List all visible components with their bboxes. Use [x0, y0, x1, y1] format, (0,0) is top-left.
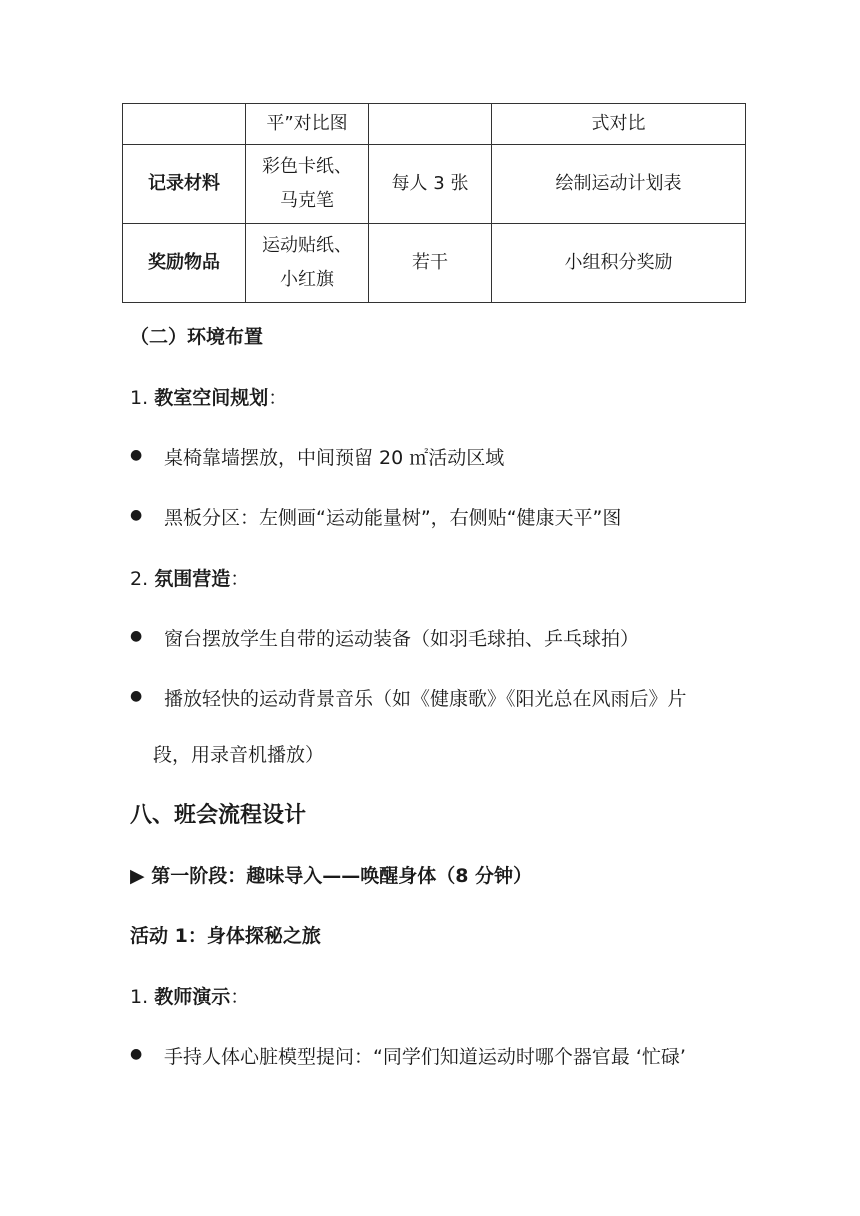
table-cell-item — [246, 145, 369, 224]
item-label: 教室空间规划 — [154, 387, 269, 409]
item-colon: ： — [230, 986, 250, 1008]
bullet-icon: ● — [130, 447, 143, 463]
activity-heading: 活动 1：身体探秘之旅 — [130, 925, 321, 947]
table-cell-use: 式对比 — [492, 104, 746, 145]
numbered-item-teacher-demo — [130, 982, 249, 1009]
table-cell-name: 记录材料 — [123, 145, 246, 224]
table-cell-qty: 每人 3 张 — [369, 145, 492, 224]
numbered-item-classroom-layout — [130, 383, 287, 410]
section-heading-environment: （二）环境布置 — [130, 326, 264, 348]
table-cell-item — [246, 224, 369, 303]
list-item: 窗台摆放学生自带的运动装备（如羽毛球拍、乒乓球拍） — [164, 628, 640, 650]
item-label: 教师演示 — [154, 986, 231, 1008]
table-row — [123, 145, 746, 224]
list-item: 手持人体心脏模型提问：“同学们知道运动时哪个器官最 ‘忙碌’ — [164, 1046, 686, 1068]
bullet-icon: ● — [130, 507, 143, 523]
table-cell-item-line: 马克笔 — [280, 190, 334, 211]
bullet-icon: ● — [130, 688, 143, 704]
table-cell-qty — [369, 104, 492, 145]
table-row — [123, 224, 746, 303]
table-cell-qty: 若干 — [369, 224, 492, 303]
table-cell-item-line: 运动贴纸、 — [262, 235, 352, 256]
bullet-icon: ● — [130, 628, 143, 644]
list-item-continuation: 段，用录音机播放） — [153, 744, 325, 766]
table-row — [123, 104, 746, 145]
table-cell-use: 绘制运动计划表 — [492, 145, 746, 224]
list-item: 播放轻快的运动背景音乐（如《健康歌》《阳光总在风雨后》片 — [164, 688, 687, 710]
item-number: 1. — [130, 387, 149, 409]
item-number: 2. — [130, 568, 149, 590]
table-cell-use: 小组积分奖励 — [492, 224, 746, 303]
materials-table — [122, 103, 746, 303]
stage-heading: ▶ 第一阶段：趣味导入——唤醒身体（8 分钟） — [130, 865, 533, 887]
item-colon: ： — [268, 387, 288, 409]
table-cell-item: 平”对比图 — [246, 104, 369, 145]
bullet-icon: ● — [130, 1046, 143, 1062]
list-item: 桌椅靠墙摆放，中间预留 20 ㎡活动区域 — [164, 447, 505, 469]
item-colon: ： — [230, 568, 250, 590]
table-cell-name — [123, 104, 246, 145]
section-heading-flow: 八、班会流程设计 — [130, 803, 307, 828]
item-label: 氛围营造 — [154, 568, 231, 590]
item-number: 1. — [130, 986, 149, 1008]
numbered-item-atmosphere — [130, 564, 249, 591]
table-cell-name: 奖励物品 — [123, 224, 246, 303]
table-cell-item-line: 彩色卡纸、 — [262, 156, 352, 177]
table-cell-item-line: 小红旗 — [280, 269, 334, 290]
list-item: 黑板分区：左侧画“运动能量树”，右侧贴“健康天平”图 — [164, 507, 622, 529]
